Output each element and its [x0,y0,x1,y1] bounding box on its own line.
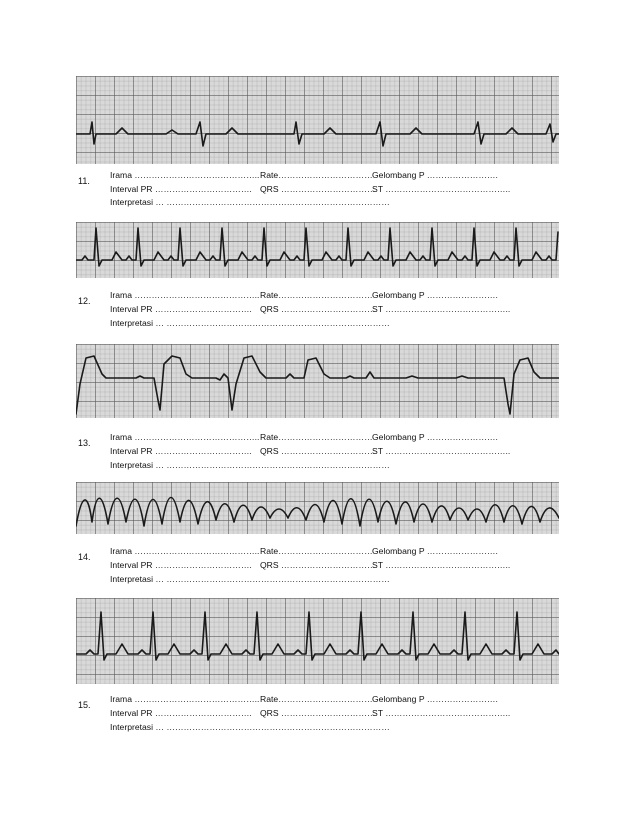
qrs-field-13[interactable]: QRS …………………………… [260,446,376,456]
interval-pr-field-12[interactable]: Interval PR ……………………………. [110,304,252,314]
ecg-trace-14 [76,482,559,534]
item-number-11: 11. [78,176,90,186]
gelombang-p-field-15[interactable]: Gelombang P ……………………. [372,694,498,704]
interpretasi-field-13[interactable]: Interpretasi … …………………………………………………………………… [110,460,390,470]
ecg-trace-15 [76,598,559,684]
rate-field-15[interactable]: Rate…………………………… [260,694,373,704]
st-field-13[interactable]: ST …………………………………….. [372,446,511,456]
st-field-15[interactable]: ST …………………………………….. [372,708,511,718]
gelombang-p-field-11[interactable]: Gelombang P ……………………. [372,170,498,180]
rate-field-14[interactable]: Rate…………………………… [260,546,373,556]
rate-field-12[interactable]: Rate…………………………… [260,290,373,300]
item-number-13: 13. [78,438,91,448]
qrs-field-11[interactable]: QRS …………………………… [260,184,376,194]
st-field-11[interactable]: ST …………………………………….. [372,184,511,194]
qrs-field-14[interactable]: QRS …………………………… [260,560,376,570]
gelombang-p-field-13[interactable]: Gelombang P ……………………. [372,432,498,442]
gelombang-p-field-14[interactable]: Gelombang P ……………………. [372,546,498,556]
item-number-15: 15. [78,700,91,710]
ecg-trace-11 [76,76,559,164]
interpretasi-field-11[interactable]: Interpretasi … …………………………………………………………………… [110,197,390,207]
irama-field-13[interactable]: Irama …………………………………….. [110,432,260,442]
gelombang-p-field-12[interactable]: Gelombang P ……………………. [372,290,498,300]
interval-pr-field-11[interactable]: Interval PR ……………………………. [110,184,252,194]
rate-field-13[interactable]: Rate…………………………… [260,432,373,442]
interval-pr-field-14[interactable]: Interval PR ……………………………. [110,560,252,570]
ecg-strip-11 [76,76,559,164]
irama-field-11[interactable]: Irama …………………………………….. [110,170,260,180]
st-field-14[interactable]: ST …………………………………….. [372,560,511,570]
interpretasi-field-14[interactable]: Interpretasi … …………………………………………………………………… [110,574,390,584]
st-field-12[interactable]: ST …………………………………….. [372,304,511,314]
irama-field-15[interactable]: Irama …………………………………….. [110,694,260,704]
ecg-strip-15 [76,598,559,684]
item-number-12: 12. [78,296,91,306]
rate-field-11[interactable]: Rate…………………………… [260,170,373,180]
irama-field-14[interactable]: Irama …………………………………….. [110,546,260,556]
item-number-14: 14. [78,552,91,562]
qrs-field-12[interactable]: QRS …………………………… [260,304,376,314]
ecg-strip-13 [76,344,559,418]
interval-pr-field-15[interactable]: Interval PR ……………………………. [110,708,252,718]
interpretasi-field-12[interactable]: Interpretasi … …………………………………………………………………… [110,318,390,328]
interval-pr-field-13[interactable]: Interval PR ……………………………. [110,446,252,456]
ecg-strip-12 [76,222,559,278]
irama-field-12[interactable]: Irama …………………………………….. [110,290,260,300]
qrs-field-15[interactable]: QRS …………………………… [260,708,376,718]
ecg-trace-12 [76,222,559,278]
ecg-strip-14 [76,482,559,534]
ecg-trace-13 [76,344,559,418]
interpretasi-field-15[interactable]: Interpretasi … …………………………………………………………………… [110,722,390,732]
